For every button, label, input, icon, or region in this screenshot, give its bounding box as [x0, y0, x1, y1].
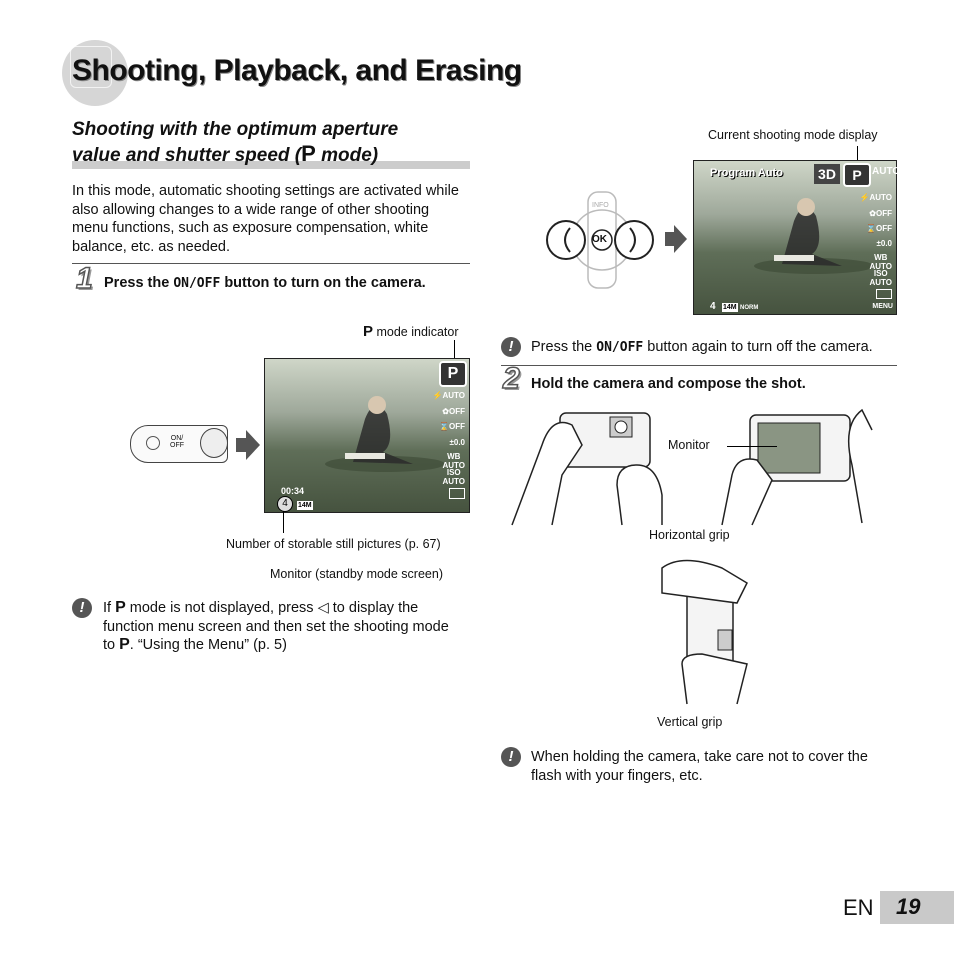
monitor-caption: Monitor (standby mode screen) [270, 567, 443, 581]
page-title: Shooting, Playback, and Erasing [72, 54, 522, 87]
macro-off-icon-2: ✿OFF [869, 209, 892, 218]
monitor-screen-standby [264, 358, 470, 513]
step2-text: Hold the camera and compose the shot. [531, 376, 806, 392]
iso-auto-label: AUTO [442, 477, 465, 486]
caution-icon-2: ! [501, 337, 521, 357]
step1-onoff: ON/OFF [173, 276, 221, 291]
arrow-right-icon-2 [665, 225, 687, 253]
program-auto-label: Program Auto [710, 167, 783, 179]
note1-text [103, 599, 463, 655]
ev-icon-2: ±0.0 [876, 239, 892, 248]
wb-auto-label-2: AUTO [869, 262, 892, 271]
image-size-icon-2: 14M [723, 304, 737, 311]
section-title-line1: Shooting with the optimum aperture [72, 119, 399, 140]
timer-off-icon-2: ⌛OFF [866, 224, 892, 233]
left-arrow-icon: ◁ [317, 600, 329, 616]
step1-number: 1 [76, 262, 93, 295]
wb-label-2: WB [874, 253, 888, 262]
ok-button[interactable]: OK [592, 234, 607, 245]
vertical-grip-caption: Vertical grip [657, 715, 723, 729]
note1-p: P [115, 599, 126, 616]
note1-end: . “Using the Menu” (p. 5) [129, 637, 287, 653]
note2-pre: Press the [531, 339, 597, 355]
iso-label-2: ISO [873, 269, 888, 278]
compression-icon: NORM [740, 305, 759, 311]
language-label: EN [843, 895, 874, 920]
screen1-p-badge: P [439, 361, 467, 387]
divider-step2 [501, 365, 897, 366]
ev-icon: ±0.0 [449, 438, 465, 447]
power-switch-off: OFF [170, 442, 184, 449]
wb-label: WB [447, 452, 461, 461]
horizontal-grip-back [722, 405, 872, 527]
note1-mid: mode is not displayed, press [125, 600, 318, 616]
iso-auto-icon-2 [869, 269, 892, 287]
vertical-grip [632, 558, 752, 706]
info-button[interactable]: INFO [592, 202, 609, 209]
page-number: 19 [896, 894, 921, 919]
divider-step1 [72, 263, 470, 264]
p-mode-letter: P [363, 323, 374, 340]
horizontal-grip-front [512, 405, 662, 527]
iso-auto-label-2: AUTO [869, 278, 892, 287]
storable-count-circle: 4 [277, 496, 293, 512]
iso-label: ISO [446, 468, 461, 477]
power-switch-on: ON/ [170, 435, 184, 442]
note1-p2: P [119, 636, 130, 653]
storable-pointer-line [283, 511, 284, 533]
flash-auto-icon: ⚡AUTO [432, 391, 465, 400]
p-mode-indicator-text: mode indicator [373, 325, 459, 339]
section-title-line2-end: mode) [315, 145, 379, 166]
p-indicator-line [454, 340, 455, 360]
menu-box-icon-2 [876, 289, 892, 299]
note1-post: to display the function menu screen and then set the shooting mode to [103, 600, 449, 653]
wb-auto-label: AUTO [442, 461, 465, 470]
monitor-label: Monitor [668, 438, 710, 452]
note2-post: button again to turn off the camera. [643, 339, 873, 355]
step1-pre: Press the [104, 275, 174, 291]
menu-box-icon [449, 488, 465, 499]
step1-post: button to turn on the camera. [220, 275, 426, 291]
arrow-right-icon [236, 430, 260, 460]
step1-text [104, 273, 454, 294]
badge-auto: AUTO [872, 166, 901, 177]
note1-pre: If [103, 600, 116, 616]
p-mode-indicator-label [363, 323, 458, 340]
image-size-icon: 14M [298, 502, 312, 509]
macro-off-icon: ✿OFF [442, 407, 465, 416]
menu-label: MENU [872, 303, 893, 310]
flash-auto-icon-2: ⚡AUTO [859, 193, 892, 202]
iso-auto-icon [442, 468, 465, 486]
current-mode-caption: Current shooting mode display [708, 128, 878, 142]
badge-p: P [843, 163, 871, 187]
power-switch-dot [146, 436, 160, 450]
monitor-pointer-line [727, 446, 777, 447]
section-title-line2: value and shutter speed ( [72, 145, 302, 166]
timer-off-icon: ⌛OFF [439, 422, 465, 431]
section-title-p: P [301, 141, 316, 166]
caution-icon-3: ! [501, 747, 521, 767]
power-button-icon[interactable] [200, 428, 228, 458]
intro-paragraph: In this mode, automatic shooting settings are activated while also allowing changes to a wide range of other shooting menu functions, such as exposure compensation, white balance, etc. as needed. [72, 183, 459, 255]
power-switch-label [170, 435, 184, 449]
section-title [72, 118, 472, 168]
horizontal-grip-caption: Horizontal grip [649, 528, 730, 542]
monitor-screen-program [693, 160, 901, 315]
badge-3d: 3D [814, 164, 840, 184]
note3-text: When holding the camera, take care not to cover the flash with your fingers, etc. [531, 749, 868, 784]
caution-icon: ! [72, 598, 92, 618]
record-time-readout: 00:34 [281, 486, 305, 496]
note2-onoff: ON/OFF [596, 340, 644, 355]
note2-text [531, 338, 911, 358]
storable-count-2: 4 [710, 301, 716, 312]
step2-number: 2 [503, 362, 520, 395]
storable-caption: Number of storable still pictures (p. 67) [226, 537, 441, 551]
